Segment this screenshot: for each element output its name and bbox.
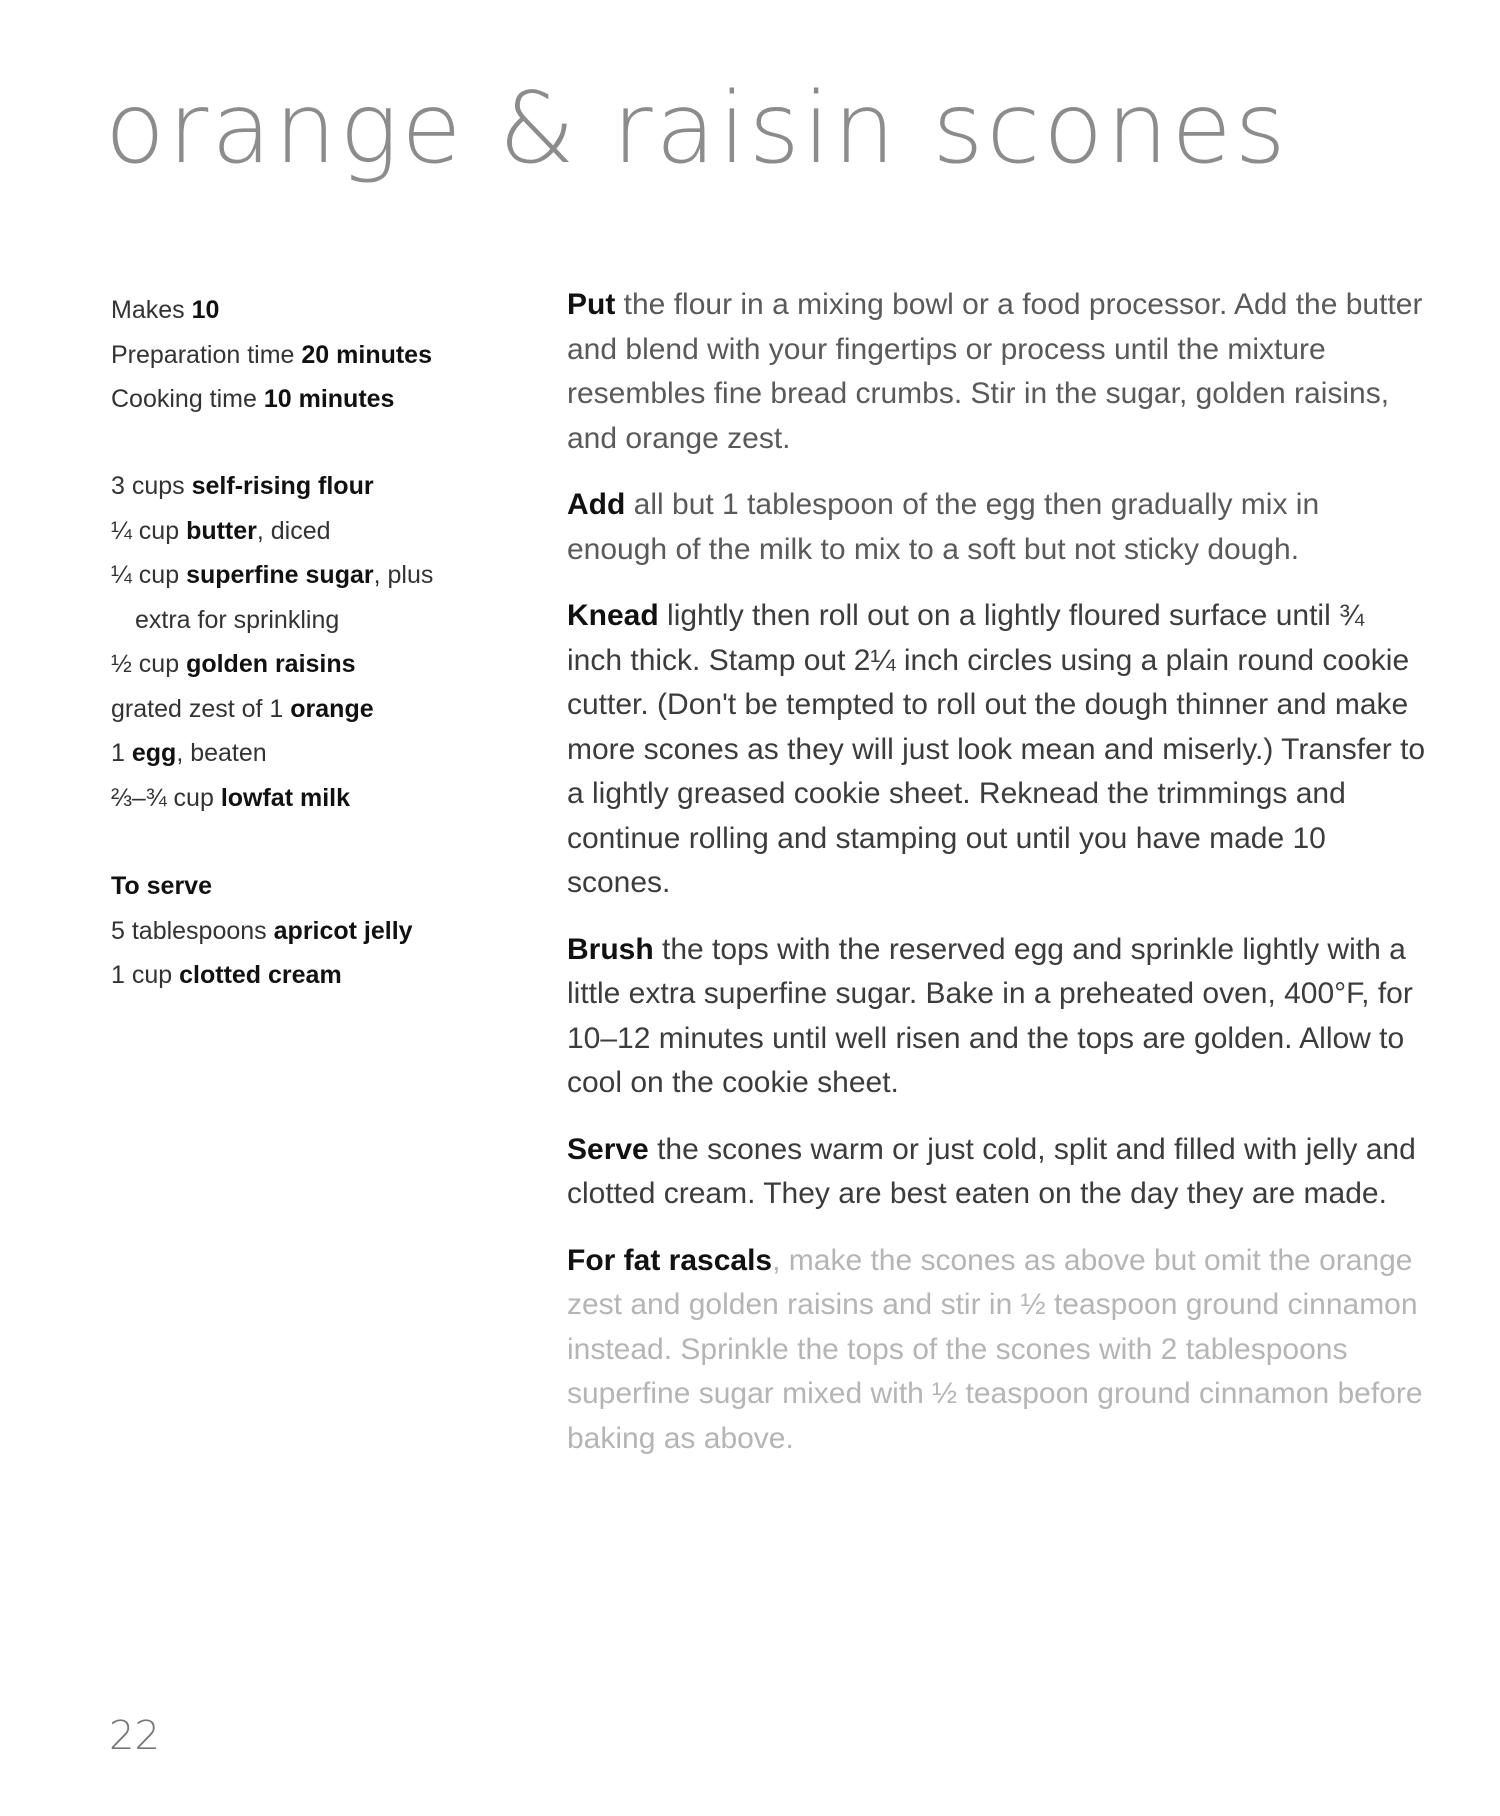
meta-label: Preparation time [111,340,295,369]
ingredient-name: self-rising flour [191,472,374,500]
to-serve-section [111,864,511,998]
ingredient-item [111,776,511,821]
step-text: the scones warm or just cold, split and filled with jelly and clotted cream. They are best eaten on the day they are made. [567,1132,1416,1210]
serve-item [111,909,511,954]
ingredient-qty: grated zest of 1 [111,694,284,723]
method-step [567,283,1427,461]
step-text: , make the scones as above but omit the orange zest and golden raisins and stir in ½ teaspoon ground cinnamon instead. Sprinkle the tops of the scones with 2 tablespoons superfine sugar mixed with ½ teaspoon ground cinnamon before baking as above. [567,1243,1423,1455]
ingredient-item [111,731,511,776]
method-step [567,483,1427,572]
ingredient-name: orange [290,694,374,723]
ingredient-qty: 1 [111,739,125,767]
ingredient-note: , beaten [176,739,267,767]
step-lead: Knead [567,599,659,632]
step-text: lightly then roll out on a lightly floured surface until ¾ inch thick. Stamp out 2¼ inch circles using a plain round cookie cutter. (Don't be tempted to roll out the dough thinner and make more scones as they will just look mean and miserly.) Transfer to a lightly greased cookie sheet. Reknead the trimmings and continue rolling and stamping out until you have made 10 scones. [567,599,1426,899]
step-text: the flour in a mixing bowl or a food processor. Add the butter and blend with your fingertips or process until the mixture resembles fine bread crumbs. Stir in the sugar, golden raisins, and orange zest. [567,288,1423,455]
ingredient-qty: ½ cup [111,650,180,678]
method-step [567,1128,1427,1217]
ingredient-name: butter [186,516,257,545]
step-lead: Add [567,488,626,521]
method-step [567,594,1427,906]
step-lead: Brush [567,932,654,966]
step-lead: For fat rascals [567,1243,773,1277]
to-serve-heading: To serve [111,872,212,900]
ingredient-item [111,464,511,509]
method-steps [567,283,1427,1483]
ingredient-qty: ⅔–¾ cup [111,783,214,812]
ingredient-continuation: extra for sprinkling [135,605,340,634]
page-title: orange & raisin scones [105,72,1289,186]
ingredient-item [111,509,511,554]
ingredient-qty: 3 cups [111,472,185,500]
serve-qty: 5 tablespoons [111,916,267,945]
ingredients-list [111,464,511,820]
ingredient-item [111,687,511,732]
ingredient-qty: ¼ cup [111,516,180,545]
serve-name: clotted cream [179,961,342,989]
method-step [567,928,1427,1106]
step-text: all but 1 tablespoon of the egg then gradually mix in enough of the milk to mix to a soft but not sticky dough. [567,488,1320,566]
serve-name: apricot jelly [273,916,413,945]
meta-value: 20 minutes [301,340,432,369]
page-number: 22 [109,1713,160,1759]
ingredient-item [111,553,511,598]
ingredient-name: egg [131,739,177,767]
meta-makes [111,288,511,333]
meta-cooking-time [111,377,511,422]
meta-value: 10 minutes [263,385,395,413]
serve-item [111,953,511,998]
step-lead: Serve [567,1132,649,1166]
step-lead: Put [567,288,616,321]
method-variation [567,1239,1427,1462]
step-text: the tops with the reserved egg and sprinkle lightly with a little extra superfine sugar. Bake in a preheated oven, 400°F, for 10–12 minutes until well risen and the tops are golden. Allow to cool on the cookie sheet. [567,932,1413,1099]
ingredient-name: golden raisins [186,650,356,678]
meta-prep-time [111,333,511,378]
ingredient-qty: ¼ cup [111,561,180,589]
ingredient-name: superfine sugar [186,561,374,589]
ingredient-note: , diced [256,516,331,545]
recipe-meta [111,288,511,422]
meta-label: Makes [111,296,185,324]
meta-value: 10 [191,296,220,324]
ingredient-item [111,642,511,687]
meta-label: Cooking time [111,385,257,413]
ingredient-name: lowfat milk [220,783,350,812]
serve-qty: 1 cup [111,961,173,989]
ingredient-note: , plus [373,561,434,589]
